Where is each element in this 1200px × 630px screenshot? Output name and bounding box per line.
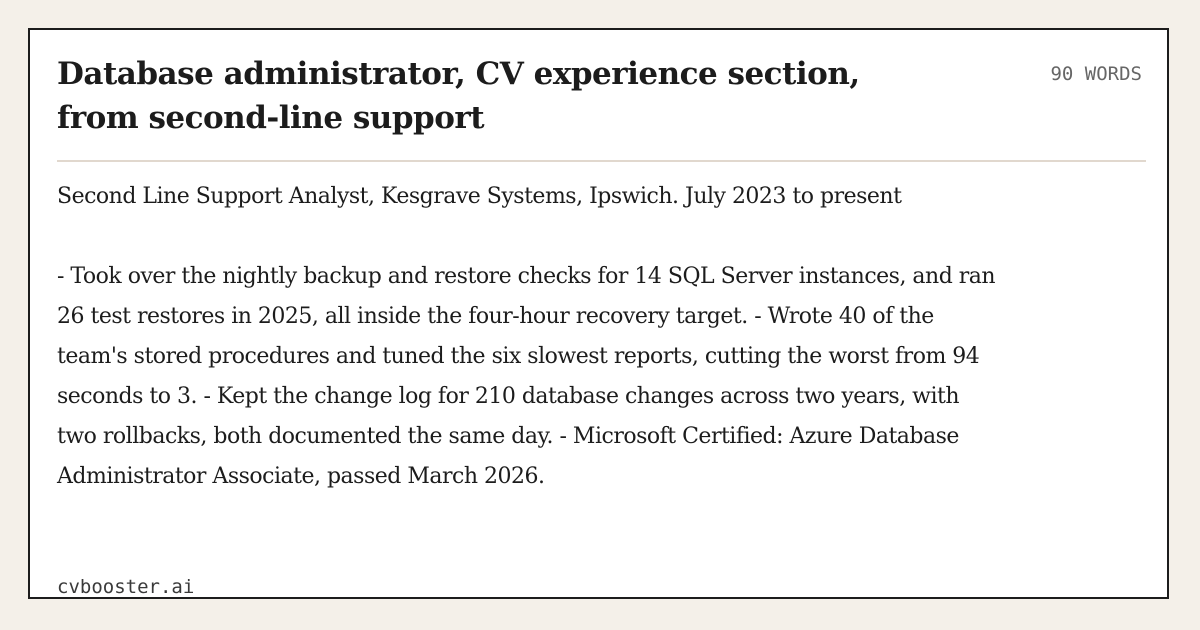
divider	[57, 160, 1146, 162]
cv-example-card	[28, 28, 1169, 599]
card-title: Database administrator, CV experience section, from second-line support	[57, 56, 860, 136]
role-line: Second Line Support Analyst, Kesgrave Systems, Ipswich. July 2023 to present	[57, 184, 902, 209]
footer-brand: cvbooster.ai	[57, 576, 195, 598]
word-count-badge: 90 WORDS	[1050, 63, 1142, 85]
experience-text	[57, 177, 1002, 497]
experience-bullets: - Took over the nightly backup and restore checks for 14 SQL Server instances, and ran 26 test restores in 2025, all inside the four-hour recovery target. - Wrote 40 of the team's stored procedures and tuned the six slowest reports, cutting the worst from 94 seconds to 3. - Kept the change log for 210 database changes across two years, with two rollbacks, both documented the same day. - Microsoft Certified: Azure Database Administrator Associate, passed March 2026.	[57, 264, 996, 489]
